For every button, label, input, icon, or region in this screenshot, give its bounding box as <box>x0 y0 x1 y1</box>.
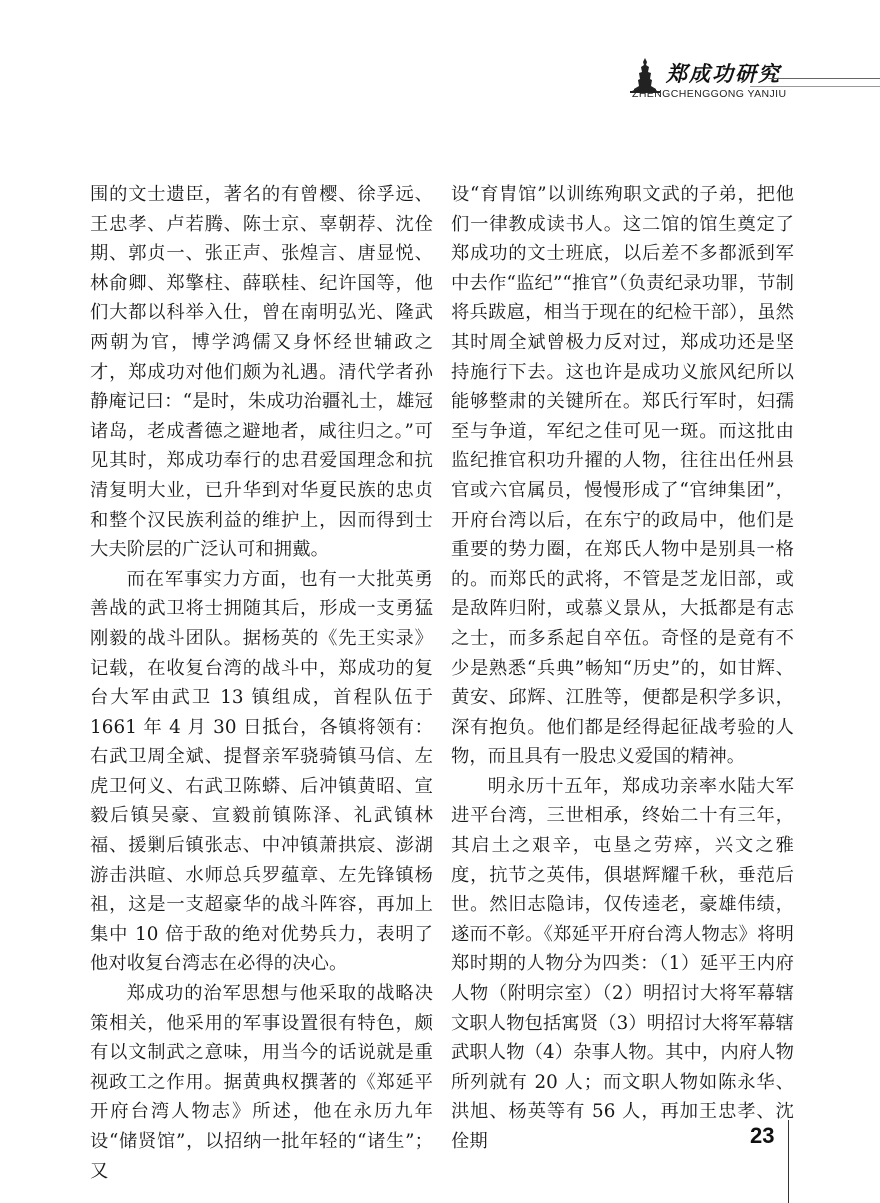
page-number: 23 <box>750 1123 775 1148</box>
paragraph: 郑成功的治军思想与他采取的战略决策相关，他采用的军事设置很有特色，颇有以文制武之意味，用当今的话说就是重视政工之作用。据黄典权撰著的《郑延平开府台湾人物志》所述，他在永历九年设“储贤馆”，以招纳一批年轻的“诸生”；又 <box>90 983 433 1182</box>
journal-pinyin: ZHENGCHENGGONG YANJIU <box>632 88 787 100</box>
header-rule-lower <box>750 86 880 87</box>
paragraph: 而在军事实力方面，也有一大批英勇善战的武卫将士拥随其后，形成一支勇猛刚毅的战斗团队。据杨英的《先王实录》记载，在收复台湾的战斗中，郑成功的复台大军由武卫 13 镇组成，首程队伍于 1661 年 4 月 30 日抵台，各镇将领有：右武卫周全斌、提督亲军骁骑镇马信、左虎卫何义、右武卫陈蟒、后冲镇黄昭、宣毅后镇吴豪、宣毅前镇陈泽、礼武镇林福、援剿后镇张志、中冲镇萧拱宸、澎湖游击洪暄、水师总兵罗蕴章、左先锋镇杨祖，这是一支超豪华的战斗阵容，再加上集中 10 倍于敌的绝对优势兵力，表明了他对收复台湾志在必得的决心。 <box>90 568 433 975</box>
right-column <box>451 180 794 1157</box>
paragraph: 围的文士遗臣，著名的有曾樱、徐孚远、王忠孝、卢若腾、陈士京、辜朝荐、沈佺期、郭贞一、张正声、张煌言、唐显悦、林俞卿、郑擎柱、薛联桂、纪许国等，他们大都以科举入仕，曾在南明弘光、隆武两朝为官，博学鸿儒又身怀经世辅政之才，郑成功对他们颇为礼遇。清代学者孙静庵记曰：“是时，朱成功治疆礼士，雄冠诸岛，老成耆德之避地者，咸往归之。”可见其时，郑成功奉行的忠君爱国理念和抗清复明大业，已升华到对华夏民族的忠贞和整个汉民族利益的维护上，因而得到士大夫阶层的广泛认可和拥戴。 <box>90 184 433 561</box>
header-rule <box>768 78 880 79</box>
paragraph: 明永历十五年，郑成功亲率水陆大军进平台湾，三世相承，终始二十有三年，其启土之艰辛，屯垦之劳瘁，兴文之雅度，抗节之英伟，俱堪辉耀千秋，垂范后世。然旧志隐讳，仅传逵老，豪雄伟绩，遂而不彰。《郑延平开府台湾人物志》将明郑时期的人物分为四类：（1）延平王内府人物（附明宗室）（2）明招讨大将军幕辖文职人物包括寓贤（3）明招讨大将军幕辖武职人物（4）杂事人物。其中，内府人物所列就有 20 人；而文职人物如陈永华、洪旭、杨英等有 56 人，再加王忠孝、沈佺期 <box>451 775 794 1152</box>
paragraph: 设“育胄馆”以训练殉职文武的子弟，把他们一律教成读书人。这二馆的馆生奠定了郑成功的文士班底，以后差不多都派到军中去作“监纪”“推官”（负责纪录功罪，节制将兵跋扈，相当于现在的纪检干部），虽然其时周全斌曾极力反对过，郑成功还是坚持施行下去。这也许是成功义旅风纪所以能够整肃的关键所在。郑氏行军时，妇孺至与争道，军纪之佳可见一斑。而这批由监纪推官积功升擢的人物，往往出任州县官或六官属员，慢慢形成了“官绅集团”，开府台湾以后，在东宁的政局中，他们是重要的势力圈，在郑氏人物中是别具一格的。而郑氏的武将，不管是芝龙旧部，或是敌阵归附，或慕义景从，大抵都是有志之士，而多系起自卒伍。奇怪的是竟有不少是熟悉“兵典”畅知“历史”的，如甘辉、黄安、邱辉、江胜等，便都是积学多识，深有抱负。他们都是经得起征战考验的人物，而且具有一股忠义爱国的精神。 <box>451 184 794 768</box>
left-column <box>90 180 433 1186</box>
journal-header <box>618 56 880 106</box>
folio-rule <box>788 1120 789 1203</box>
journal-title: 郑成功研究 <box>666 62 781 86</box>
